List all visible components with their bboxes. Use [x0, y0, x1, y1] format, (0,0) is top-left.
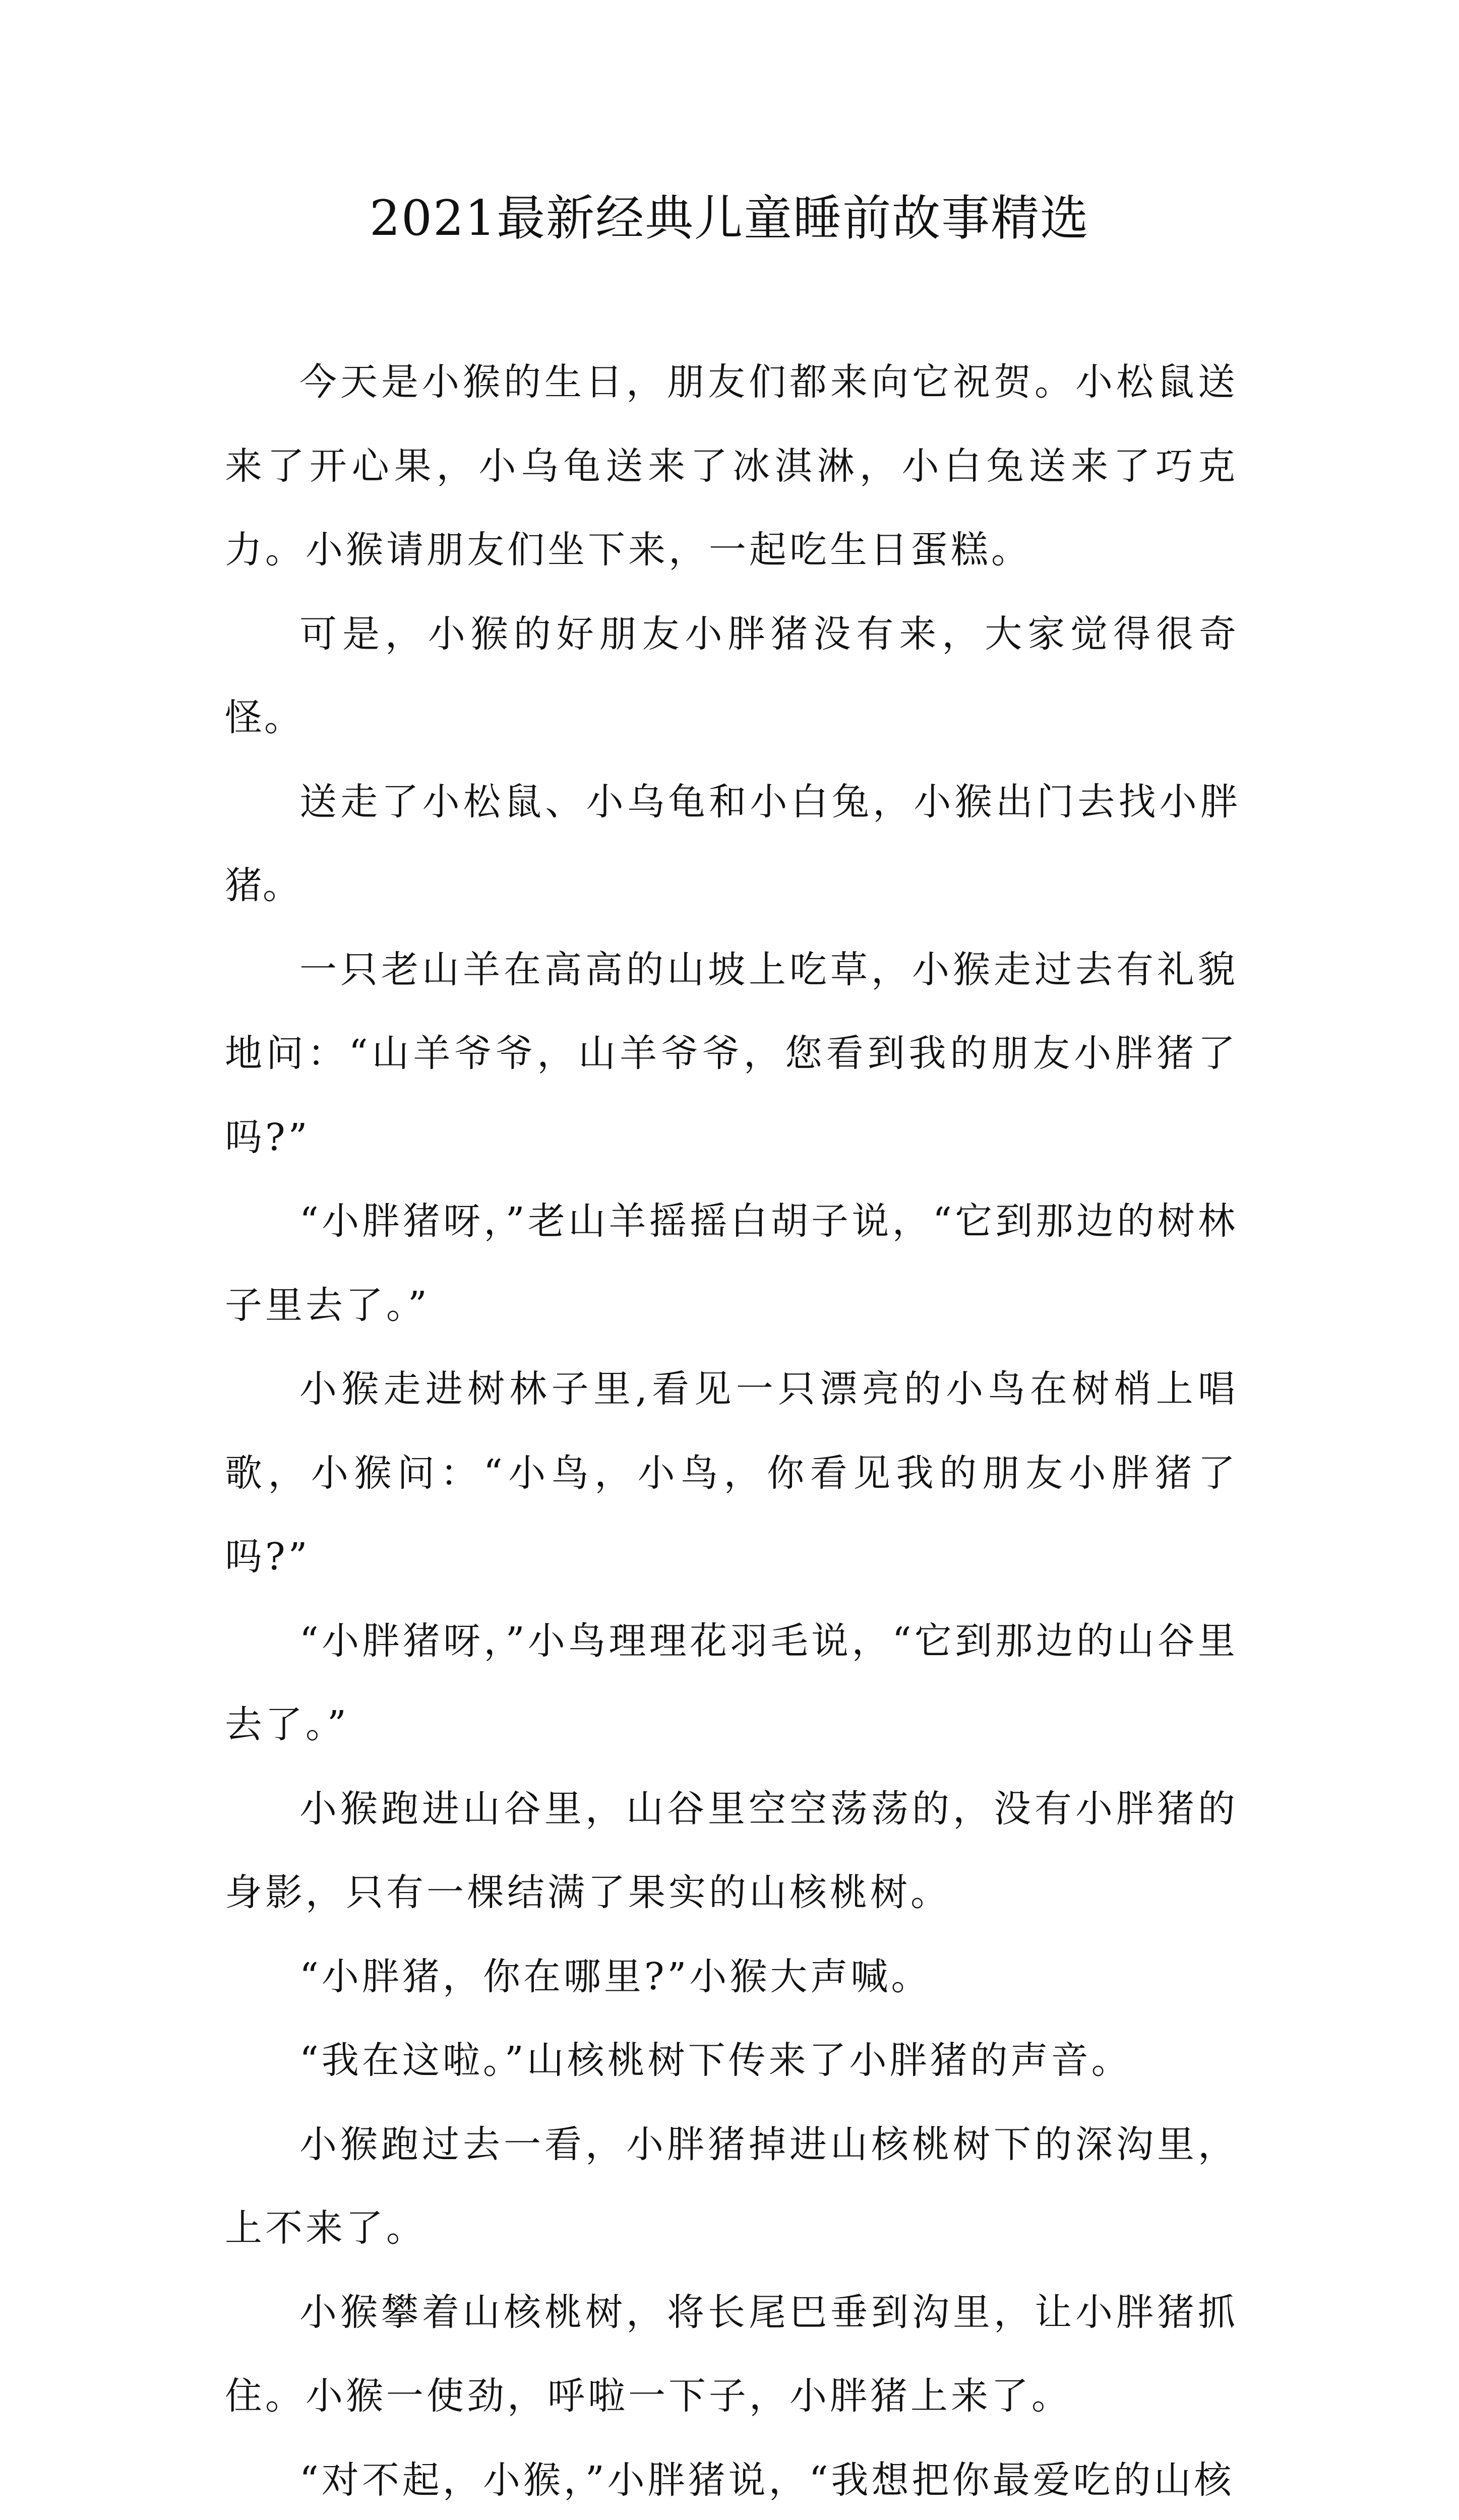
paragraph-7: “小胖猪呀，”小鸟理理花羽毛说，“它到那边的山谷里去了。” [225, 1599, 1238, 1767]
story-body [225, 340, 1238, 2520]
paragraph-11: 小猴跑过去一看，小胖猪掉进山核桃树下的深沟里，上不来了。 [225, 2103, 1238, 2271]
document-title: 2021最新经典儿童睡前故事精选 [0, 185, 1459, 251]
paragraph-6: 小猴走进树林子里,看见一只漂亮的小鸟在树梢上唱歌，小猴问：“小鸟，小鸟，你看见我的朋友小胖猪了吗?” [225, 1347, 1238, 1599]
paragraph-10: “我在这啦。”山核桃树下传来了小胖猪的声音。 [225, 2019, 1238, 2103]
paragraph-3: 送走了小松鼠、小乌龟和小白兔，小猴出门去找小胖猪。 [225, 760, 1238, 928]
paragraph-4: 一只老山羊在高高的山坡上吃草，小猴走过去有礼貌地问：“山羊爷爷，山羊爷爷，您看到我的朋友小胖猪了吗?” [225, 928, 1238, 1180]
paragraph-5: “小胖猪呀，”老山羊摇摇白胡子说，“它到那边的树林子里去了。” [225, 1179, 1238, 1347]
paragraph-1: 今天是小猴的生日，朋友们都来向它祝贺。小松鼠送来了开心果，小乌龟送来了冰淇淋，小白兔送来了巧克力。小猴请朋友们坐下来，一起吃生日蛋糕。 [225, 340, 1238, 592]
paragraph-2: 可是，小猴的好朋友小胖猪没有来，大家觉得很奇怪。 [225, 592, 1238, 760]
paragraph-12: 小猴攀着山核桃树，将长尾巴垂到沟里，让小胖猪抓住。小猴一使劲，呼啦一下子，小胖猪上来了。 [225, 2271, 1238, 2438]
paragraph-13: “对不起，小猴，”小胖猪说，“我想把你最爱吃的山核 [225, 2438, 1238, 2520]
paragraph-8: 小猴跑进山谷里，山谷里空空荡荡的，没有小胖猪的身影，只有一棵结满了果实的山核桃树。 [225, 1767, 1238, 1935]
paragraph-9: “小胖猪，你在哪里?”小猴大声喊。 [225, 1935, 1238, 2019]
